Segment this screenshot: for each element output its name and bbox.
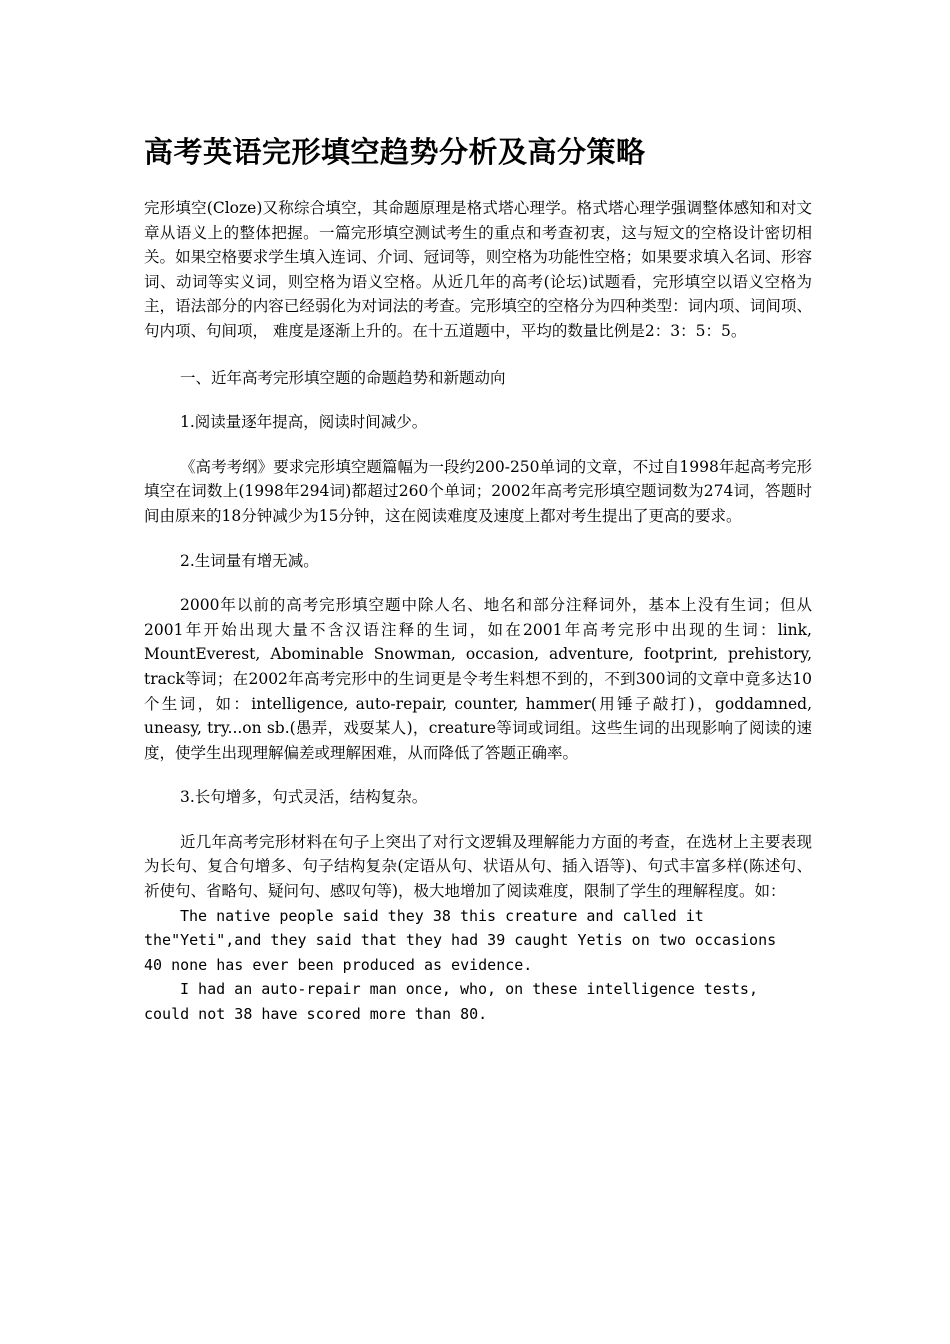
point-2-body: 2000年以前的高考完形填空题中除人名、地名和部分注释词外，基本上没有生词；但从2001年开始出现大量不含汉语注释的生词，如在2001年高考完形中出现的生词：link, MountEverest, Abominable Snowman, occasion, adventure, footprint, prehistory, track等词；在2002年高考完形中的生词更是令考生料想不到的，不到300词的文章中竟多达10个生词，如：intelligence, auto-repair, counter, hammer(用锤子敲打)，goddamned, uneasy, try...on sb.(愚弄，戏耍某人)，creature等词或词组。这些生词的出现影响了阅读的速度，使学生出现理解偏差或理解困难，从而降低了答题正确率。 bbox=[144, 596, 812, 762]
example-1-line-3: 40 none has ever been produced as evidence. bbox=[144, 955, 533, 974]
intro-paragraph: 完形填空(Cloze)又称综合填空，其命题原理是格式塔心理学。格式塔心理学强调整体感知和对文章从语义上的整体把握。一篇完形填空测试考生的重点和考查初衷，这与短文的空格设计密切相关。如果空格要求学生填入连词、介词、冠词等，则空格为功能性空格；如果要求填入名词、形容词、动词等实义词，则空格为语义空格。从近几年的高考(论坛)试题看，完形填空以语义空格为主，语法部分的内容已经弱化为对词法的考查。完形填空的空格分为四种类型：词内项、词间项、句内项、句间项， 难度是逐渐上升的。在十五道题中，平均的数量比例是2：3：5：5。 bbox=[144, 199, 812, 340]
point-1-heading: 1.阅读量逐年提高，阅读时间减少。 bbox=[180, 413, 428, 432]
example-2 bbox=[144, 977, 812, 1026]
example-2-line-2: could not 38 have scored more than 80. bbox=[144, 1005, 488, 1024]
point-3-body: 近几年高考完形材料在句子上突出了对行文逻辑及理解能力方面的考查，在选材上主要表现为长句、复合句增多、句子结构复杂(定语从句、状语从句、插入语等)、句式丰富多样(陈述句、祈使句、省略句、疑问句、感叹句等)，极大地增加了阅读难度，限制了学生的理解程度。如： bbox=[144, 832, 812, 901]
point-2-heading: 2.生词量有增无减。 bbox=[180, 551, 319, 570]
document-title: 高考英语完形填空趋势分析及高分策略 bbox=[144, 135, 646, 169]
section-heading: 一、近年高考完形填空题的命题趋势和新题动向 bbox=[180, 368, 506, 387]
example-1-line-1: The native people said they 38 this creature and called it bbox=[180, 906, 704, 925]
point-1-body: 《高考考纲》要求完形填空题篇幅为一段约200-250单词的文章，不过自1998年起高考完形填空在词数上(1998年294词)都超过260个单词；2002年高考完形填空题词数为274词，答题时间由原来的18分钟减少为15分钟，这在阅读难度及速度上都对考生提出了更高的要求。 bbox=[144, 457, 812, 525]
example-1-line-2: the"Yeti",and they said that they had 39 caught Yetis on two occasions bbox=[144, 931, 777, 950]
document-page bbox=[144, 132, 812, 1027]
example-2-line-1: I had an auto-repair man once, who, on these intelligence tests, bbox=[180, 980, 758, 999]
example-1 bbox=[144, 904, 812, 978]
point-3-heading: 3.长句增多，句式灵活，结构复杂。 bbox=[180, 788, 428, 807]
